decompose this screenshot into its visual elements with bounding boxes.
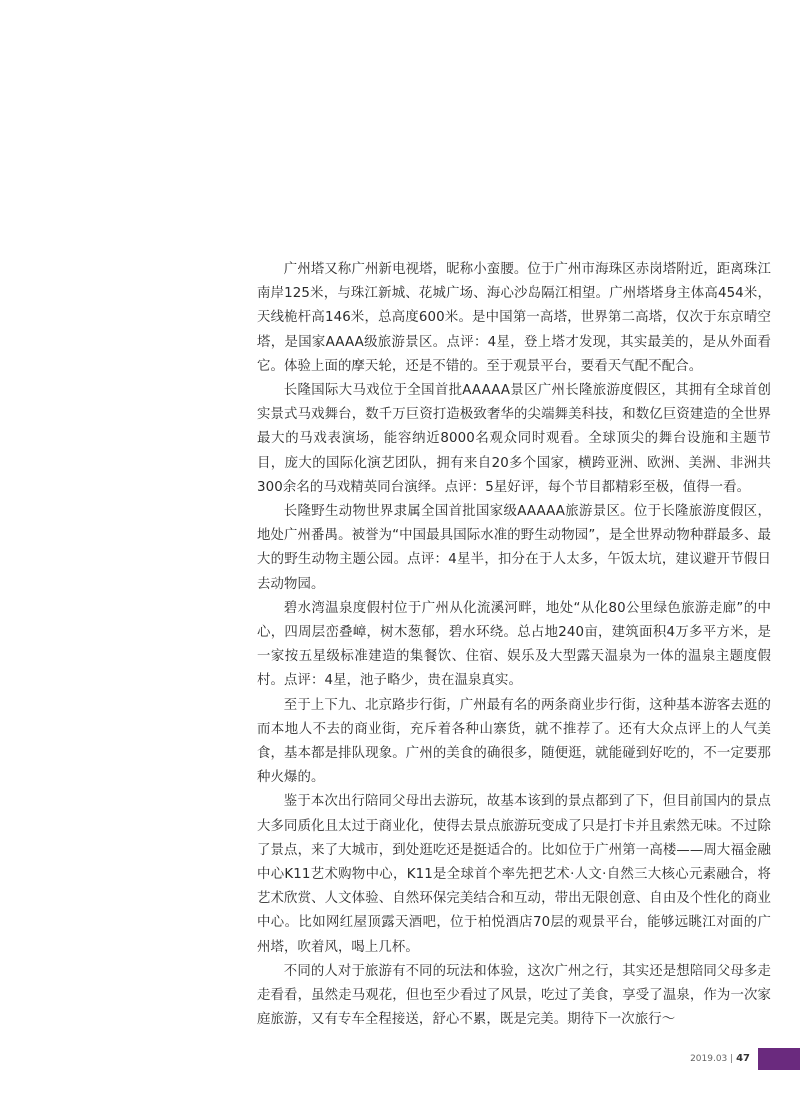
paragraph-chimelong-circus: 长隆国际大马戏位于全国首批AAAAA景区广州长隆旅游度假区，其拥有全球首创实景式马戏舞台，数千万巨资打造极致奢华的尖端舞美科技，和数亿巨资建造的全世界最大的马戏表演场，能容纳近8000名观众同时观看。全球顶尖的舞台设施和主题节目，庞大的国际化演艺团队，拥有来自20多个国家，横跨亚洲、欧洲、美洲、非洲共300余名的马戏精英同台演绎。点评：5星好评，每个节目都精彩至极，值得一看。: [257, 383, 771, 495]
page-number: 47: [736, 1053, 750, 1064]
page-accent-bar: [758, 1048, 800, 1070]
footer-folio: [690, 1053, 750, 1064]
paragraph-canton-tower: 广州塔又称广州新电视塔，昵称小蛮腰。位于广州市海珠区赤岗塔附近，距离珠江南岸125米，与珠江新城、花城广场、海心沙岛隔江相望。广州塔塔身主体高454米，天线桅杆高146米，总高度600米。是中国第一高塔，世界第二高塔，仅次于东京晴空塔，是国家AAAA级旅游景区。点评：4星，登上塔才发现，其实最美的，是从外面看它。体验上面的摩天轮，还是不错的。至于观景平台，要看天气配不配合。: [257, 262, 771, 374]
paragraph-pedestrian-streets: 至于上下九、北京路步行街，广州最有名的两条商业步行街，这种基本游客去逛的而本地人不去的商业街，充斥着各种山寨货，就不推荐了。还有大众点评上的人气美食，基本都是排队现象。广州的美食的确很多，随便逛，就能碰到好吃的，不一定要那种火爆的。: [257, 697, 771, 786]
folio-separator: |: [730, 1054, 734, 1064]
page-footer: [0, 1048, 800, 1072]
issue-date: 2019.03: [690, 1054, 728, 1064]
paragraph-conclusion: 不同的人对于旅游有不同的玩法和体验，这次广州之行，其实还是想陪同父母多走走看看，虽然走马观花，但也至少看过了风景，吃过了美食，享受了温泉，作为一次家庭旅游，又有专车全程接送，舒心不累，既是完美。期待下一次旅行～: [257, 963, 771, 1028]
paragraph-city-exploring: 鉴于本次出行陪同父母出去游玩，故基本该到的景点都到了下，但目前国内的景点大多同质化且太过于商业化，使得去景点旅游玩变成了只是打卡并且索然无味。不过除了景点，来了大城市，到处逛吃还是挺适合的。比如位于广州第一高楼——周大福金融中心K11艺术购物中心，K11是全球首个率先把艺术·人文·自然三大核心元素融合，将艺术欣赏、人文体验、自然环保完美结合和互动，带出无限创意、自由及个性化的商业中心。比如网红屋顶露天酒吧，位于柏悦酒店70层的观景平台，能够远眺江对面的广州塔，吹着风，喝上几杯。: [257, 794, 771, 955]
paragraph-chimelong-safari: 长隆野生动物世界隶属全国首批国家级AAAAA旅游景区。位于长隆旅游度假区，地处广州番禺。被誉为“中国最具国际水准的野生动物园”，是全世界动物种群最多、最大的野生动物主题公园。点评：4星半，扣分在于人太多，午饭太坑，建议避开节假日去动物园。: [257, 504, 771, 592]
paragraph-bishuiwan-hotspring: 碧水湾温泉度假村位于广州从化流溪河畔，地处“从化80公里绿色旅游走廊”的中心，四周层峦叠嶂，树木葱郁，碧水环绕。总占地240亩，建筑面积4万多平方米，是一家按五星级标准建造的集餐饮、住宿、娱乐及大型露天温泉为一体的温泉主题度假村。点评：4星，池子略少，贵在温泉真实。: [257, 600, 771, 689]
article-body: [257, 258, 771, 1033]
